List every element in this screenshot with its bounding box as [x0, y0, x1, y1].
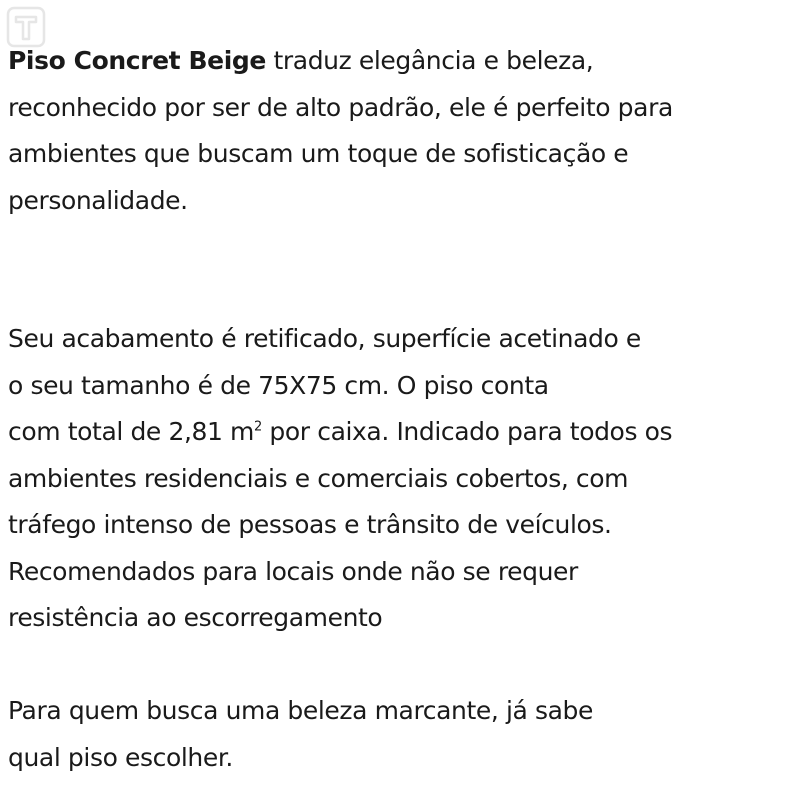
text-line — [8, 409, 788, 456]
text-line: Recomendados para locais onde não se requer — [8, 556, 578, 586]
closing-paragraph — [8, 688, 788, 781]
product-name: Piso Concret Beige — [8, 46, 266, 75]
text-line: qual piso escolher. — [8, 742, 233, 772]
specs-paragraph — [8, 316, 788, 642]
text-segment: traduz elegância e beleza, — [265, 46, 594, 75]
text-segment: com total de 2,81 m — [8, 417, 255, 446]
text-line — [8, 38, 788, 85]
text-line: ambientes residenciais e comerciais cobertos, com — [8, 463, 629, 493]
text-segment: por caixa. Indicado para todos os — [261, 417, 673, 446]
text-line: tráfego intenso de pessoas e trânsito de veículos. — [8, 510, 612, 539]
text-line: o seu tamanho é de 75X75 cm. O piso conta — [8, 370, 549, 400]
text-line: resistência ao escorregamento — [8, 603, 383, 632]
text-line: ambientes que buscam um toque de sofisticação e — [8, 139, 629, 168]
text-line: Para quem busca uma beleza marcante, já sabe — [8, 696, 593, 725]
intro-paragraph — [8, 38, 788, 224]
text-line: Seu acabamento é retificado, superfície acetinado e — [8, 324, 641, 353]
text-line: personalidade. — [8, 185, 188, 215]
text-line: reconhecido por ser de alto padrão, ele é perfeito para — [8, 92, 673, 122]
superscript: 2 — [254, 419, 262, 435]
